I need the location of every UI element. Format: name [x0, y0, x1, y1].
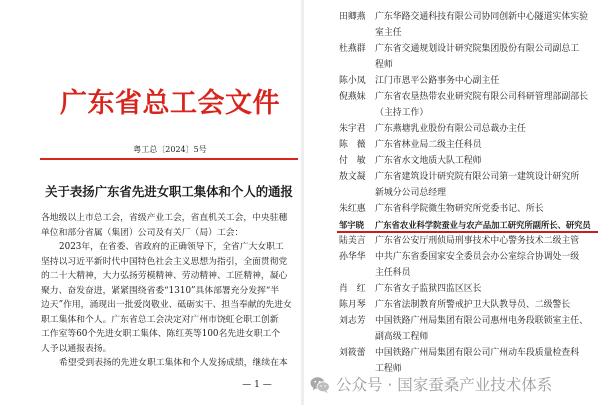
entry-name: 朱红惠 — [339, 204, 366, 214]
affiliation-line: 广东燕塘乳业股份有限公司总裁办主任 — [375, 124, 526, 134]
affiliation-line: 广东省农垦热带农业研究院有限公司科研管理部副部长 — [375, 92, 588, 102]
entry-name: 刘志芳 — [339, 316, 366, 326]
affiliation-line: 副高级工程师 — [375, 332, 429, 342]
entry-row — [304, 9, 600, 41]
entry-name: 陆美言 — [339, 236, 366, 246]
entry-affiliation — [375, 73, 600, 89]
entry-affiliation — [375, 41, 600, 73]
affiliation-line: 广东华路交通科技有限公司协同创新中心隧道实体实验 — [375, 12, 588, 22]
affiliation-line: 主任科员 — [375, 268, 411, 278]
affiliation-line: （主持工作） — [375, 108, 429, 118]
entry-name: 陈 薇 — [339, 140, 366, 150]
entry-row — [304, 137, 600, 153]
document-page-2 — [304, 0, 600, 405]
document-title: 关于表扬广东省先进女职工集体和个人的通报 — [45, 184, 293, 199]
entry-affiliation — [375, 249, 600, 281]
entry-affiliation — [375, 297, 600, 313]
affiliation-line: 广东省交通规划设计研究院集团股份有限公司副总工 — [375, 44, 580, 54]
entry-name: 孙华华 — [339, 252, 366, 262]
entry-name: 付 敏 — [339, 156, 366, 166]
affiliation-line: 广东省林业局二级主任科员 — [375, 140, 482, 150]
affiliation-line: 新城分公司总经理 — [375, 188, 446, 198]
entry-affiliation — [375, 217, 600, 233]
entry-row — [304, 169, 600, 201]
wechat-watermark — [310, 374, 596, 396]
body-line: 单位和部分省属（集团）公司及有关厂（局）工会： — [41, 227, 244, 238]
document-body — [41, 211, 299, 371]
entry-row — [304, 201, 600, 217]
highlighted-entry-row — [304, 217, 600, 233]
body-line: 边天”作用，涌现出一批爱岗敬业、砥砺实干、担当奉献的先进女 — [41, 300, 292, 310]
entry-affiliation — [375, 345, 600, 377]
body-line: 坚持以习近平新时代中国特色社会主义思想为指引，全面贯彻党 — [41, 256, 288, 267]
affiliation-line: 广东省水文地质大队工程师 — [375, 156, 482, 166]
watermark-label: 公众号 · 国家蚕桑产业技术体系 — [336, 376, 553, 394]
entry-name: 刘筱蕾 — [339, 348, 366, 358]
body-line: 聚力、奋发奋进，紧紧围绕省委“1310”具体部署充分发挥“半 — [41, 285, 280, 296]
entry-affiliation — [375, 121, 600, 137]
body-line: 各地级以上市总工会，省级产业工会，省直机关工会，中央驻穗 — [41, 213, 288, 223]
affiliation-line: 中共广东省委国家安全委员会办公室综合协调处一级 — [375, 252, 580, 262]
affiliation-line: 工程师 — [375, 364, 402, 374]
entry-affiliation — [375, 233, 600, 249]
entry-row — [304, 41, 600, 73]
body-line: 人予以通报表扬。 — [41, 343, 112, 354]
document-number: 粤工总〔2024〕5号 — [133, 145, 207, 154]
affiliation-line: 中国铁路广州局集团有限公司惠州电务段联锁室主任、 — [375, 316, 588, 326]
entry-affiliation — [375, 281, 600, 297]
entry-affiliation — [375, 169, 600, 201]
wechat-icon — [310, 376, 330, 394]
entry-name: 陈小凤 — [339, 76, 366, 86]
affiliation-line: 广东省法制教育所警戒护卫大队教导员、二级警长 — [375, 300, 571, 310]
body-line: 2023年，在省委、省政府的正确领导下，全省广大女职工 — [59, 242, 284, 252]
entry-name: 田卿燕 — [339, 12, 366, 22]
affiliation-line: 广东省建筑设计研究院有限公司第一建筑设计研究所 — [375, 172, 580, 182]
header-red-rule — [40, 158, 298, 160]
entry-row — [304, 297, 600, 313]
affiliation-line: 广东省科学院微生物研究所党委书记、所长 — [375, 204, 544, 214]
entry-name: 倪燕妹 — [339, 92, 366, 102]
entry-row — [304, 281, 600, 297]
document-header: 广东省总工会文件 — [60, 88, 280, 119]
affiliation-line: 室主任 — [375, 28, 402, 38]
affiliation-line: 广东省公安厅刑侦局刑事技术中心警务技术二级主管 — [375, 236, 580, 246]
entry-row — [304, 313, 600, 345]
entry-affiliation — [375, 89, 600, 121]
entry-name: 陈月琴 — [339, 300, 366, 310]
affiliation-line: 程师 — [375, 60, 393, 70]
affiliation-line: 广东省农业科学院蚕业与农产品加工研究所副所长、研究员 — [375, 220, 591, 230]
entry-name: 朱宇君 — [339, 124, 366, 134]
honoree-list — [304, 9, 600, 377]
entry-row — [304, 89, 600, 121]
body-line: 工作室等60个先进女职工集体、陈红英等100名先进女职工个 — [41, 329, 281, 339]
body-line: 职工集体和个人。广东省总工会决定对广州市饶虹仑职工创新 — [41, 314, 279, 325]
entry-row — [304, 233, 600, 249]
body-line: 希望受到表扬的先进女职工集体和个人发扬成绩，继续在本 — [59, 358, 288, 368]
page-number: — 1 — — [242, 380, 272, 390]
entry-row — [304, 73, 600, 89]
entry-name: 敖文凝 — [339, 172, 366, 182]
affiliation-line: 江门市恩平公路事务中心副主任 — [375, 76, 500, 86]
entry-affiliation — [375, 201, 600, 217]
entry-affiliation — [375, 313, 600, 345]
entry-name: 肖 红 — [339, 284, 366, 294]
entry-name: 邹宇晓 — [339, 220, 364, 230]
entry-name: 杜燕群 — [339, 44, 366, 54]
entry-affiliation — [375, 9, 600, 41]
affiliation-line: 广东省女子监狱四监区区长 — [375, 284, 482, 294]
entry-row — [304, 249, 600, 281]
entry-affiliation — [375, 153, 600, 169]
entry-row — [304, 153, 600, 169]
affiliation-line: 中国铁路广州局集团有限公司广州动车段质量检查科 — [375, 348, 580, 358]
entry-affiliation — [375, 137, 600, 153]
entry-row — [304, 345, 600, 377]
body-line: 的二十大精神，大力弘扬劳模精神、劳动精神、工匠精神，凝心 — [41, 271, 288, 281]
entry-row — [304, 121, 600, 137]
